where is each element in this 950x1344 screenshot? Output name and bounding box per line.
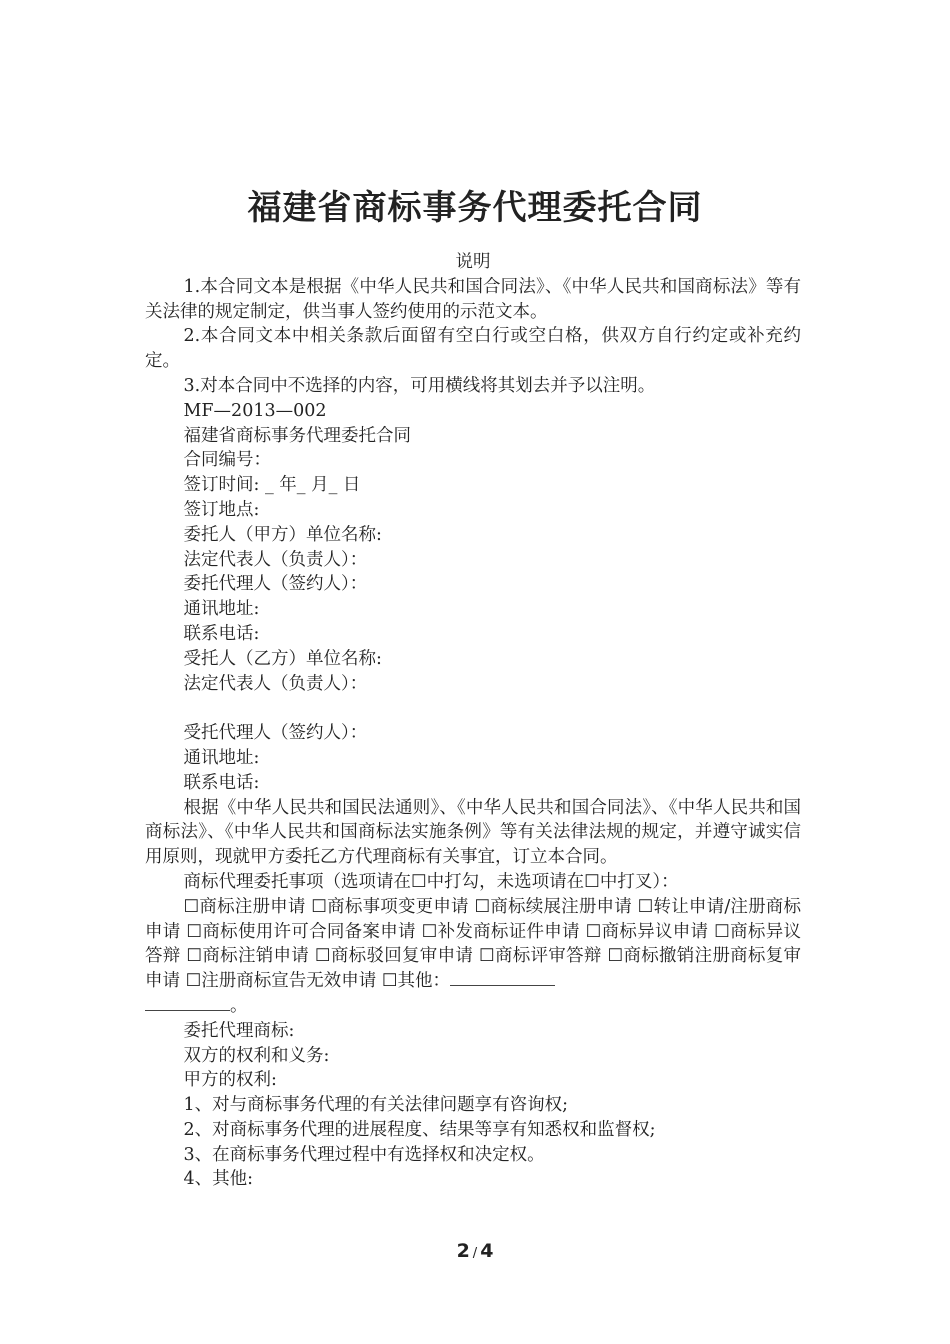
page-number	[0, 1240, 950, 1262]
paragraph: 受托代理人（签约人）：	[183, 723, 368, 744]
paragraph: 委托代理商标:	[183, 1020, 295, 1041]
total-pages: 4	[480, 1240, 494, 1262]
paragraph: 签订时间: _ 年_ 月_ 日	[183, 475, 361, 496]
fill-in-underline	[450, 971, 555, 986]
paragraph: 通讯地址:	[183, 599, 260, 620]
page-separator: /	[472, 1246, 478, 1261]
paragraph: 法定代表人（负责人）：	[183, 549, 368, 570]
paragraph: 福建省商标事务代理委托合同	[183, 425, 411, 446]
paragraph: 合同编号：	[183, 450, 271, 471]
paragraph: 商标代理委托事项（选项请在☐中打勾，未选项请在☐中打叉）：	[183, 871, 679, 892]
paragraph: 1、对与商标事务代理的有关法律问题享有咨询权;	[183, 1095, 569, 1116]
paragraph: 联系电话:	[183, 772, 260, 793]
period: 。	[230, 995, 248, 1016]
paragraph: 法定代表人（负责人）：	[183, 673, 368, 694]
fill-in-underline	[145, 996, 230, 1011]
paragraph: 4、其他:	[183, 1169, 254, 1190]
paragraph-group-3	[145, 1019, 801, 1193]
paragraph: 3.对本合同中不选择的内容，可用横线将其划去并予以注明。	[183, 375, 656, 396]
paragraph: 通讯地址:	[183, 747, 260, 768]
document-body	[145, 250, 801, 1192]
blank-line	[145, 696, 801, 721]
paragraph-group-2	[145, 721, 801, 895]
section-heading: 说明	[455, 252, 491, 272]
paragraph: 委托人（甲方）单位名称:	[183, 524, 382, 545]
paragraph: 2.本合同文本中相关条款后面留有空白行或空白格，供双方自行约定或补充约定。	[145, 326, 801, 372]
paragraph: 联系电话:	[183, 623, 260, 644]
paragraph: 3、在商标事务代理过程中有选择权和决定权。	[183, 1144, 545, 1165]
paragraph: 甲方的权利:	[183, 1070, 277, 1091]
paragraph: MF—2013—002	[183, 400, 327, 421]
paragraph: 2、对商标事务代理的进展程度、结果等享有知悉权和监督权;	[183, 1119, 656, 1140]
paragraph: 根据《中华人民共和国民法通则》、《中华人民共和国合同法》、《中华人民共和国商标法》、《中华人民共和国商标法实施条例》等有关法律法规的规定，并遵守诚实信用原则，现就甲方委托乙方代理商标有关事宜，订立本合同。	[145, 797, 801, 868]
checkbox-options-paragraph	[145, 895, 801, 1019]
current-page: 2	[456, 1240, 470, 1262]
checkbox-options-text: ☐商标注册申请 ☐商标事项变更申请 ☐商标续展注册申请 ☐转让申请/注册商标申请 ☐商标使用许可合同备案申请 ☐补发商标证件申请 ☐商标异议申请 ☐商标异议答辩 ☐商标注销申请 ☐商标驳回复审申请 ☐商标评审答辩 ☐商标撤销注册商标复审申请 ☐注册商标宣告无效申请 ☐其他：	[145, 896, 801, 992]
document-title: 福建省商标事务代理委托合同	[247, 188, 703, 228]
paragraph: 受托人（乙方）单位名称:	[183, 648, 382, 669]
paragraph: 委托代理人（签约人）：	[183, 574, 368, 595]
paragraph: 双方的权利和义务:	[183, 1045, 330, 1066]
paragraph: 签订地点:	[183, 499, 260, 520]
paragraph: 1.本合同文本是根据《中华人民共和国合同法》、《中华人民共和国商标法》等有关法律的规定制定，供当事人签约使用的示范文本。	[145, 276, 801, 322]
paragraph-group-1	[145, 275, 801, 697]
